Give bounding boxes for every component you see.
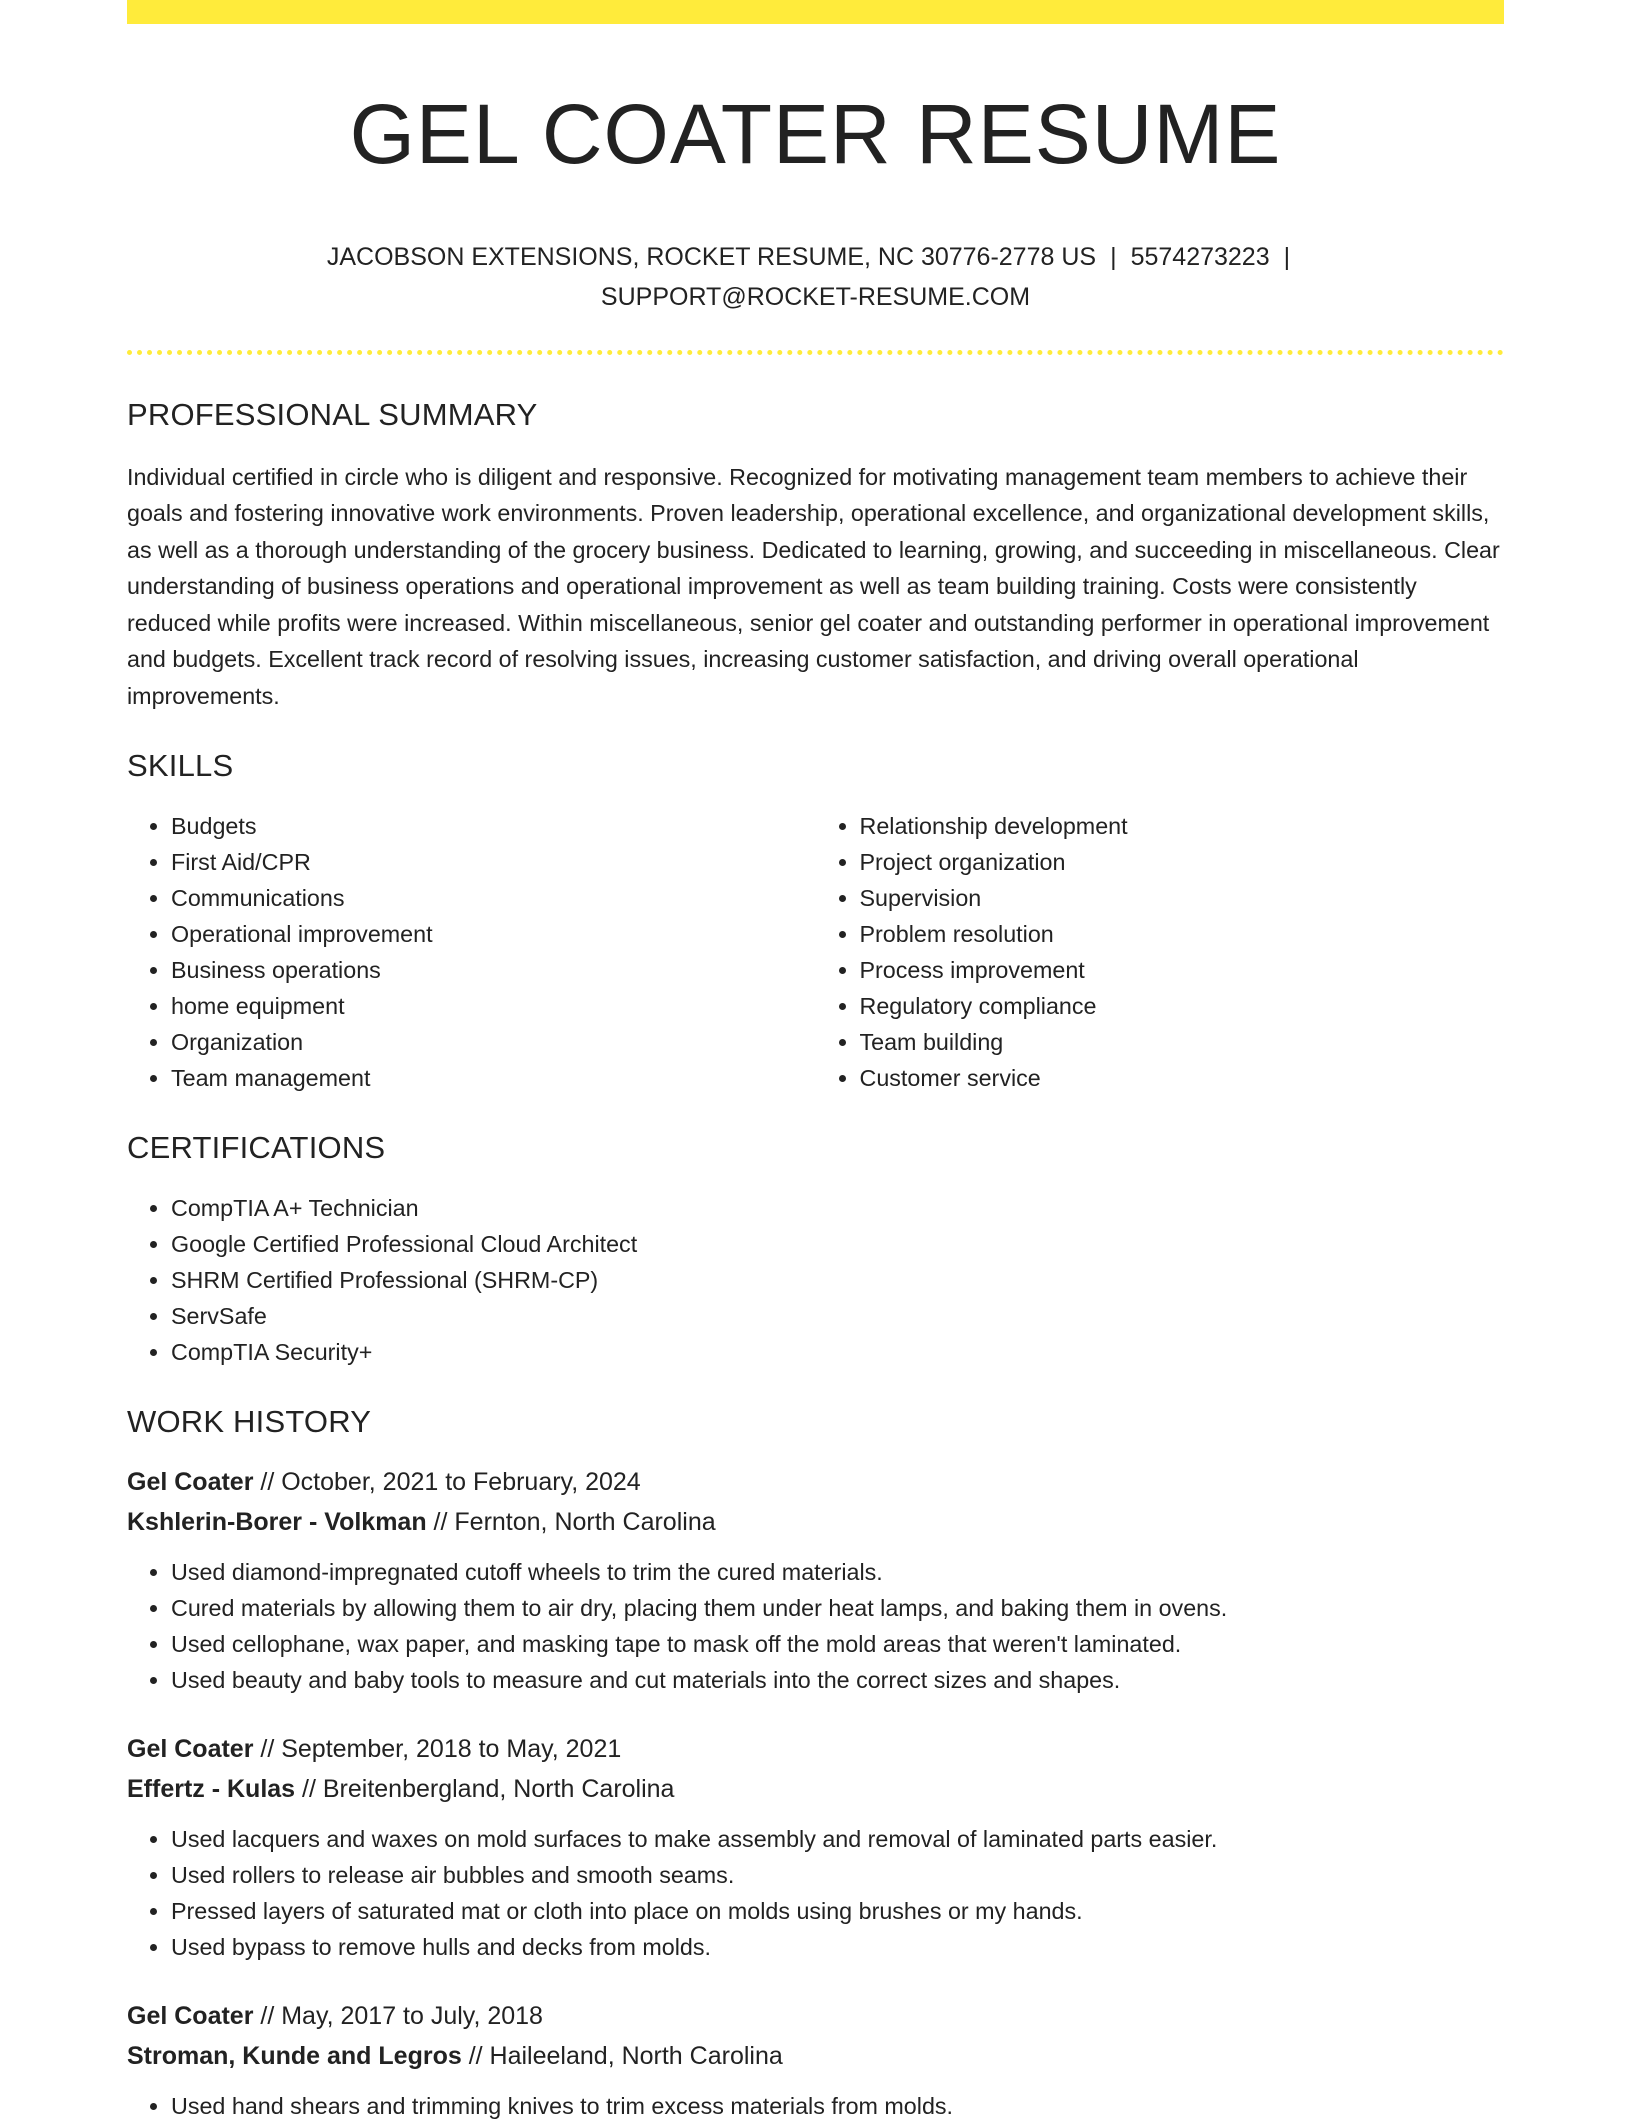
skill-item: • Team management — [171, 1060, 816, 1096]
job-bullet: • Used rollers to release air bubbles and smooth seams. — [171, 1857, 1504, 1893]
job-bullet: • Used hand shears and trimming knives to trim excess materials from molds. — [171, 2088, 1504, 2124]
skills-list — [127, 808, 1504, 1096]
job-bullet: • Used lacquers and waxes on mold surfaces to make assembly and removal of laminated parts easier. — [171, 1821, 1504, 1857]
job-role: Gel Coater — [127, 1735, 254, 1764]
job-company: Stroman, Kunde and Legros — [127, 2042, 462, 2071]
job-bullet: • Used bypass to remove hulls and decks from molds. — [171, 1929, 1504, 1965]
job-title-line — [127, 1729, 1504, 1769]
job-bullet: • Pressed layers of saturated mat or cloth into place on molds using brushes or my hands. — [171, 1893, 1504, 1929]
job-dates: // September, 2018 to May, 2021 — [253, 1735, 622, 1764]
summary-text: Individual certified in circle who is diligent and responsive. Recognized for motivating management team members to achieve their goals and fostering innovative work environments. Proven leadership, operational excellence, and organizational development skills, as well as a thorough understanding of the grocery business. Dedicated to learning, growing, and succeeding in miscellaneous. Clear understanding of business operations and operational improvement as well as team building training. Costs were consistently reduced while profits were increased. Within miscellaneous, senior gel coater and outstanding performer in operational improvement and budgets. Excellent track record of resolving issues, increasing customer satisfaction, and driving overall operational improvements. — [127, 463, 1500, 709]
job-company-line — [127, 1502, 1504, 1542]
contact-separator: | — [1283, 242, 1291, 271]
dotted-divider — [127, 350, 1504, 355]
job-bullets — [127, 1554, 1504, 1698]
skill-item: • Problem resolution — [860, 916, 1505, 952]
skill-item: • home equipment — [171, 988, 816, 1024]
job-entry — [127, 1462, 1504, 1698]
job-bullet: • Used cellophane, wax paper, and masking tape to mask off the mold areas that weren't laminated. — [171, 1626, 1504, 1662]
job-entry — [127, 1729, 1504, 1965]
job-bullets — [127, 2088, 1504, 2124]
skill-item: • Regulatory compliance — [860, 988, 1505, 1024]
top-accent-bar — [127, 0, 1504, 24]
skill-item: • Process improvement — [860, 952, 1505, 988]
skills-heading: SKILLS — [127, 748, 234, 784]
skill-item: • Customer service — [860, 1060, 1505, 1096]
contact-info — [296, 237, 1336, 317]
job-dates: // October, 2021 to February, 2024 — [253, 1468, 641, 1497]
skills-column-left — [127, 808, 816, 1096]
job-location: // Fernton, North Carolina — [426, 1508, 716, 1537]
job-title-line — [127, 1996, 1504, 2036]
job-company: Kshlerin-Borer - Volkman — [127, 1508, 427, 1537]
contact-email: SUPPORT@ROCKET-RESUME.COM — [600, 282, 1031, 311]
skill-item: • Organization — [171, 1024, 816, 1060]
certification-item: • CompTIA Security+ — [171, 1334, 1504, 1370]
skills-column-right — [816, 808, 1505, 1096]
skill-item: • Project organization — [860, 844, 1505, 880]
certification-item: • Google Certified Professional Cloud Architect — [171, 1226, 1504, 1262]
summary-heading: PROFESSIONAL SUMMARY — [127, 396, 538, 432]
job-dates: // May, 2017 to July, 2018 — [253, 2002, 543, 2031]
skill-item: • First Aid/CPR — [171, 844, 816, 880]
job-location: // Breitenbergland, North Carolina — [295, 1775, 675, 1804]
job-bullet: • Used diamond-impregnated cutoff wheels to trim the cured materials. — [171, 1554, 1504, 1590]
skill-item: • Communications — [171, 880, 816, 916]
skill-item: • Business operations — [171, 952, 816, 988]
job-role: Gel Coater — [127, 1468, 254, 1497]
certification-item: • ServSafe — [171, 1298, 1504, 1334]
job-company-line — [127, 1769, 1504, 1809]
job-company: Effertz - Kulas — [127, 1775, 296, 1804]
certifications-list — [127, 1190, 1504, 1370]
skill-item: • Team building — [860, 1024, 1505, 1060]
skill-item: • Relationship development — [860, 808, 1505, 844]
job-location: // Haileeland, North Carolina — [461, 2042, 783, 2071]
contact-separator: | — [1110, 242, 1117, 271]
skill-item: • Budgets — [171, 808, 816, 844]
job-bullet: • Cured materials by allowing them to air dry, placing them under heat lamps, and baking them in ovens. — [171, 1590, 1504, 1626]
certification-item: • CompTIA A+ Technician — [171, 1190, 1504, 1226]
contact-phone: 5574273223 — [1130, 242, 1270, 271]
job-title-line — [127, 1462, 1504, 1502]
contact-address: JACOBSON EXTENSIONS, ROCKET RESUME, NC 30776-2778 US — [326, 242, 1097, 271]
certifications-heading: CERTIFICATIONS — [127, 1130, 386, 1166]
job-company-line — [127, 2036, 1504, 2076]
skill-item: • Operational improvement — [171, 916, 816, 952]
work-history-heading: WORK HISTORY — [127, 1404, 372, 1440]
resume-page — [127, 0, 1504, 2124]
job-role: Gel Coater — [127, 2002, 254, 2031]
job-entry — [127, 1996, 1504, 2124]
resume-title: GEL COATER RESUME — [349, 87, 1282, 181]
certification-item: • SHRM Certified Professional (SHRM-CP) — [171, 1262, 1504, 1298]
job-bullet: • Used beauty and baby tools to measure and cut materials into the correct sizes and shapes. — [171, 1662, 1504, 1698]
job-bullets — [127, 1821, 1504, 1965]
skill-item: • Supervision — [860, 880, 1505, 916]
